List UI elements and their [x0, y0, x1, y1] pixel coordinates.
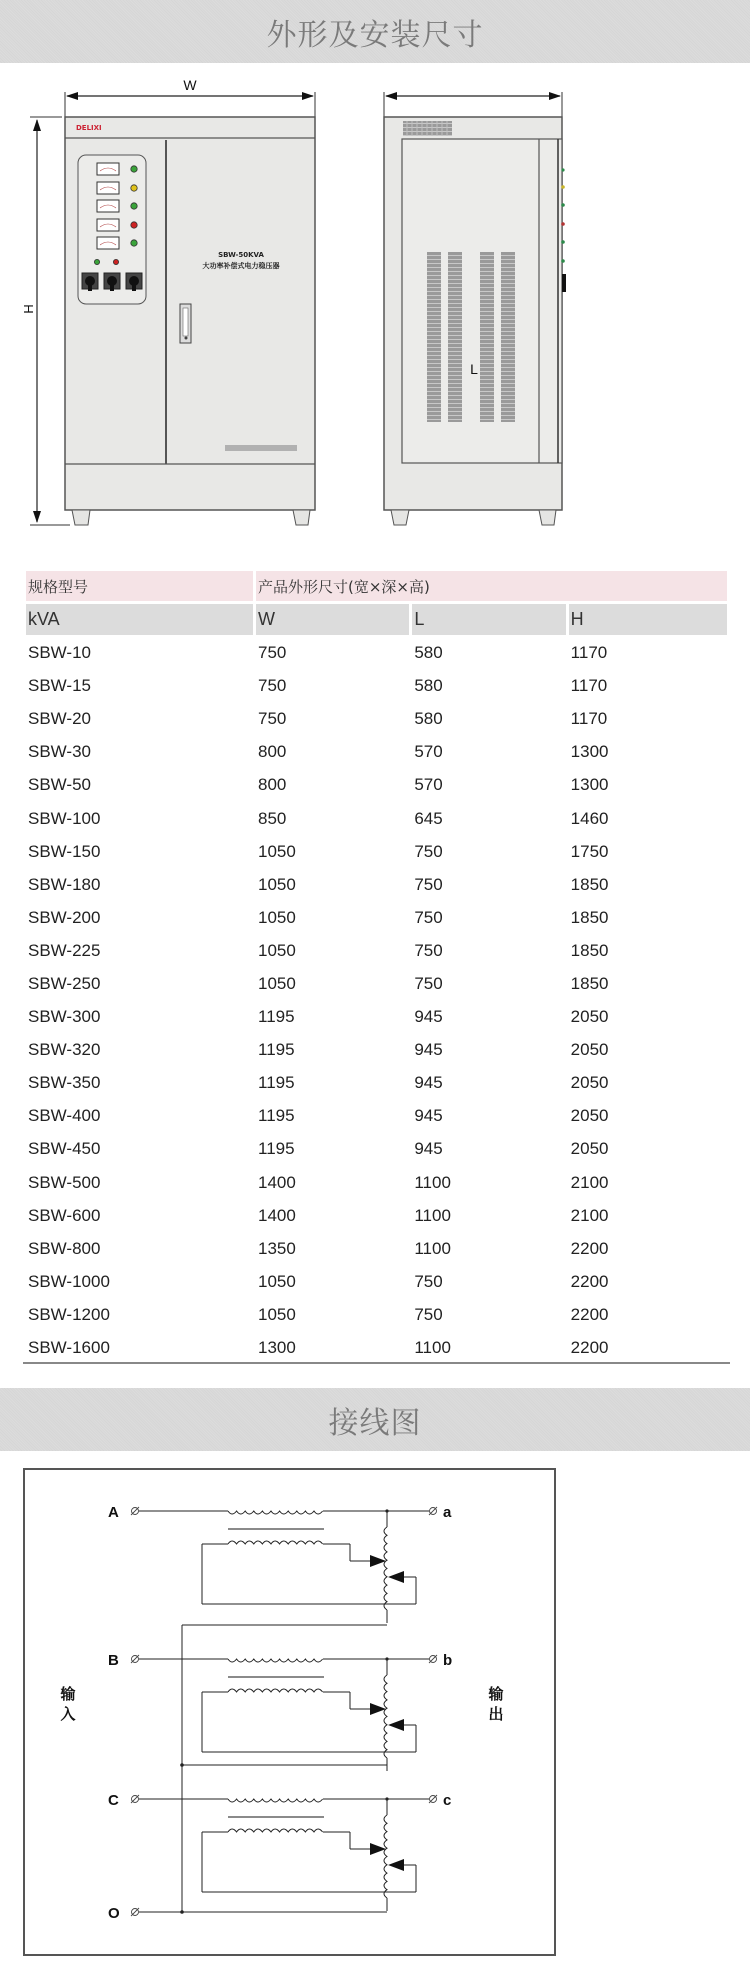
rotary-switches	[82, 273, 142, 291]
cell-width: 1050	[258, 973, 296, 993]
product-name-label: 大功率补偿式电力稳压器	[202, 262, 280, 270]
cell-height: 2050	[570, 1040, 609, 1060]
cell-depth: 1100	[414, 1338, 451, 1358]
cell-height: 1460	[570, 808, 609, 828]
table-row	[26, 936, 727, 966]
cell-height: 1850	[570, 874, 609, 894]
cell-depth: 580	[414, 709, 443, 729]
table-row	[26, 1333, 727, 1363]
input-terminal-c-label: C	[108, 1792, 119, 1809]
cell-model: SBW-600	[28, 1205, 101, 1225]
input-terminal-o-label: O	[108, 1905, 120, 1922]
cell-depth: 1100	[414, 1172, 451, 1192]
cell-depth: 750	[414, 874, 443, 894]
cell-height: 1300	[570, 742, 609, 762]
cell-model: SBW-1200	[28, 1304, 110, 1324]
cell-height: 1300	[570, 775, 609, 795]
table-group-header	[26, 571, 727, 601]
cell-model: SBW-100	[28, 808, 101, 828]
column-header-l: L	[412, 604, 565, 635]
cell-width: 1195	[258, 1073, 295, 1093]
cell-height: 1170	[570, 643, 608, 663]
column-header-w: W	[256, 604, 409, 635]
cell-height: 2100	[570, 1205, 609, 1225]
cell-model: SBW-320	[28, 1040, 101, 1060]
depth-dimension-label: L	[470, 361, 478, 377]
cell-depth: 750	[414, 1271, 443, 1291]
cell-width: 1050	[258, 841, 296, 861]
height-dimension-label: H	[21, 304, 36, 314]
cabinet-drawing	[0, 63, 750, 533]
input-terminal-a-label: A	[108, 1504, 119, 1521]
output-terminal-a-label: a	[443, 1504, 452, 1521]
model-label: SBW-50KVA	[218, 251, 264, 259]
table-row	[26, 837, 727, 867]
cell-height: 1170	[570, 676, 608, 696]
cell-width: 800	[258, 775, 287, 795]
header-model-group: 规格型号	[26, 571, 253, 601]
cell-height: 1750	[570, 841, 609, 861]
cell-height: 2050	[570, 1139, 609, 1159]
cell-width: 750	[258, 643, 287, 663]
side-view	[384, 92, 566, 525]
cell-model: SBW-350	[28, 1073, 101, 1093]
cell-depth: 945	[414, 1040, 443, 1060]
cell-width: 1050	[258, 907, 296, 927]
table-row	[26, 770, 727, 800]
cell-height: 2100	[570, 1172, 609, 1192]
cell-model: SBW-20	[28, 709, 91, 729]
cell-width: 1050	[258, 1304, 296, 1324]
table-row	[26, 903, 727, 933]
cell-depth: 945	[414, 1139, 443, 1159]
cell-width: 1300	[258, 1338, 296, 1358]
input-label-line2: 入	[60, 1705, 76, 1723]
table-column-header	[26, 604, 727, 635]
table-row	[26, 1201, 727, 1231]
cell-model: SBW-200	[28, 907, 101, 927]
cell-model: SBW-180	[28, 874, 101, 894]
table-row	[26, 969, 727, 999]
cell-width: 750	[258, 676, 287, 696]
cell-model: SBW-50	[28, 775, 91, 795]
cell-depth: 580	[414, 676, 443, 696]
cell-depth: 750	[414, 907, 443, 927]
column-header-h: H	[569, 604, 727, 635]
cell-width: 850	[258, 808, 287, 828]
cell-height: 2200	[570, 1304, 609, 1324]
brand-logo: DELIXI	[76, 124, 102, 132]
table-row	[26, 803, 727, 833]
cell-depth: 750	[414, 1304, 443, 1324]
cell-model: SBW-300	[28, 1007, 101, 1027]
cell-width: 1050	[258, 1271, 296, 1291]
cell-width: 1400	[258, 1205, 296, 1225]
cell-height: 1850	[570, 973, 609, 993]
cell-height: 2200	[570, 1338, 609, 1358]
table-row	[26, 1168, 727, 1198]
wiring-diagram	[23, 1468, 556, 1956]
table-row	[26, 1035, 727, 1065]
table-row	[26, 638, 727, 668]
cell-model: SBW-150	[28, 841, 101, 861]
wiring-diagram-svg	[23, 1468, 560, 1960]
cell-depth: 570	[414, 742, 443, 762]
cell-model: SBW-500	[28, 1172, 101, 1192]
cell-height: 2050	[570, 1106, 609, 1126]
cell-height: 2050	[570, 1073, 609, 1093]
section-title-wiring: 接线图	[328, 1405, 422, 1441]
table-row	[26, 704, 727, 734]
cell-height: 2200	[570, 1238, 609, 1258]
table-row	[26, 1002, 727, 1032]
cell-model: SBW-30	[28, 742, 91, 762]
table-row	[26, 671, 727, 701]
cell-height: 2200	[570, 1271, 609, 1291]
cell-depth: 1100	[414, 1205, 451, 1225]
input-label-line1: 输	[60, 1685, 76, 1703]
cell-depth: 750	[414, 940, 443, 960]
cell-model: SBW-1600	[28, 1338, 110, 1358]
column-header-kva: kVA	[26, 604, 253, 635]
cell-depth: 645	[414, 808, 443, 828]
cell-width: 1400	[258, 1172, 296, 1192]
cell-model: SBW-450	[28, 1139, 101, 1159]
header-dimensions-group: 产品外形尺寸(宽×深×高)	[256, 571, 727, 601]
cell-height: 1850	[570, 940, 609, 960]
cell-width: 1195	[258, 1040, 295, 1060]
cell-width: 1195	[258, 1139, 295, 1159]
table-row	[26, 737, 727, 767]
cell-depth: 750	[414, 973, 443, 993]
output-label-line1: 输	[488, 1685, 504, 1703]
cell-model: SBW-400	[28, 1106, 101, 1126]
cell-height: 2050	[570, 1007, 609, 1027]
cell-height: 1850	[570, 907, 609, 927]
cell-width: 1195	[258, 1106, 295, 1126]
section-title-dimensions: 外形及安装尺寸	[266, 17, 484, 53]
output-terminal-c-label: c	[443, 1792, 452, 1809]
output-terminal-b-label: b	[443, 1652, 453, 1669]
table-bottom-rule	[23, 1362, 730, 1364]
cell-model: SBW-10	[28, 643, 91, 663]
cell-width: 1050	[258, 874, 296, 894]
cell-depth: 945	[414, 1073, 443, 1093]
cell-width: 750	[258, 709, 287, 729]
output-label-line2: 出	[488, 1705, 504, 1723]
front-view	[21, 77, 315, 525]
cell-depth: 580	[414, 643, 443, 663]
cell-model: SBW-250	[28, 973, 101, 993]
table-row	[26, 1134, 727, 1164]
dimensions-table	[23, 568, 730, 1366]
table-row	[26, 1101, 727, 1131]
cell-model: SBW-1000	[28, 1271, 110, 1291]
cell-width: 800	[258, 742, 287, 762]
table-row	[26, 870, 727, 900]
table-row	[26, 1300, 727, 1330]
cell-depth: 1100	[414, 1238, 451, 1258]
cell-height: 1170	[570, 709, 608, 729]
table-row	[26, 1267, 727, 1297]
section-banner-dimensions	[0, 0, 750, 63]
cell-depth: 750	[414, 841, 443, 861]
input-terminal-b-label: B	[108, 1652, 119, 1669]
cell-depth: 945	[414, 1007, 443, 1027]
width-dimension-label: W	[183, 77, 197, 93]
cell-width: 1195	[258, 1007, 295, 1027]
terminal-symbols	[131, 1507, 437, 1916]
table-row	[26, 1234, 727, 1264]
cell-depth: 945	[414, 1106, 443, 1126]
section-banner-wiring	[0, 1388, 750, 1451]
cell-model: SBW-800	[28, 1238, 101, 1258]
table-row	[26, 1068, 727, 1098]
cell-depth: 570	[414, 775, 443, 795]
cell-width: 1350	[258, 1238, 296, 1258]
cell-width: 1050	[258, 940, 296, 960]
cell-model: SBW-15	[28, 676, 91, 696]
cell-model: SBW-225	[28, 940, 101, 960]
